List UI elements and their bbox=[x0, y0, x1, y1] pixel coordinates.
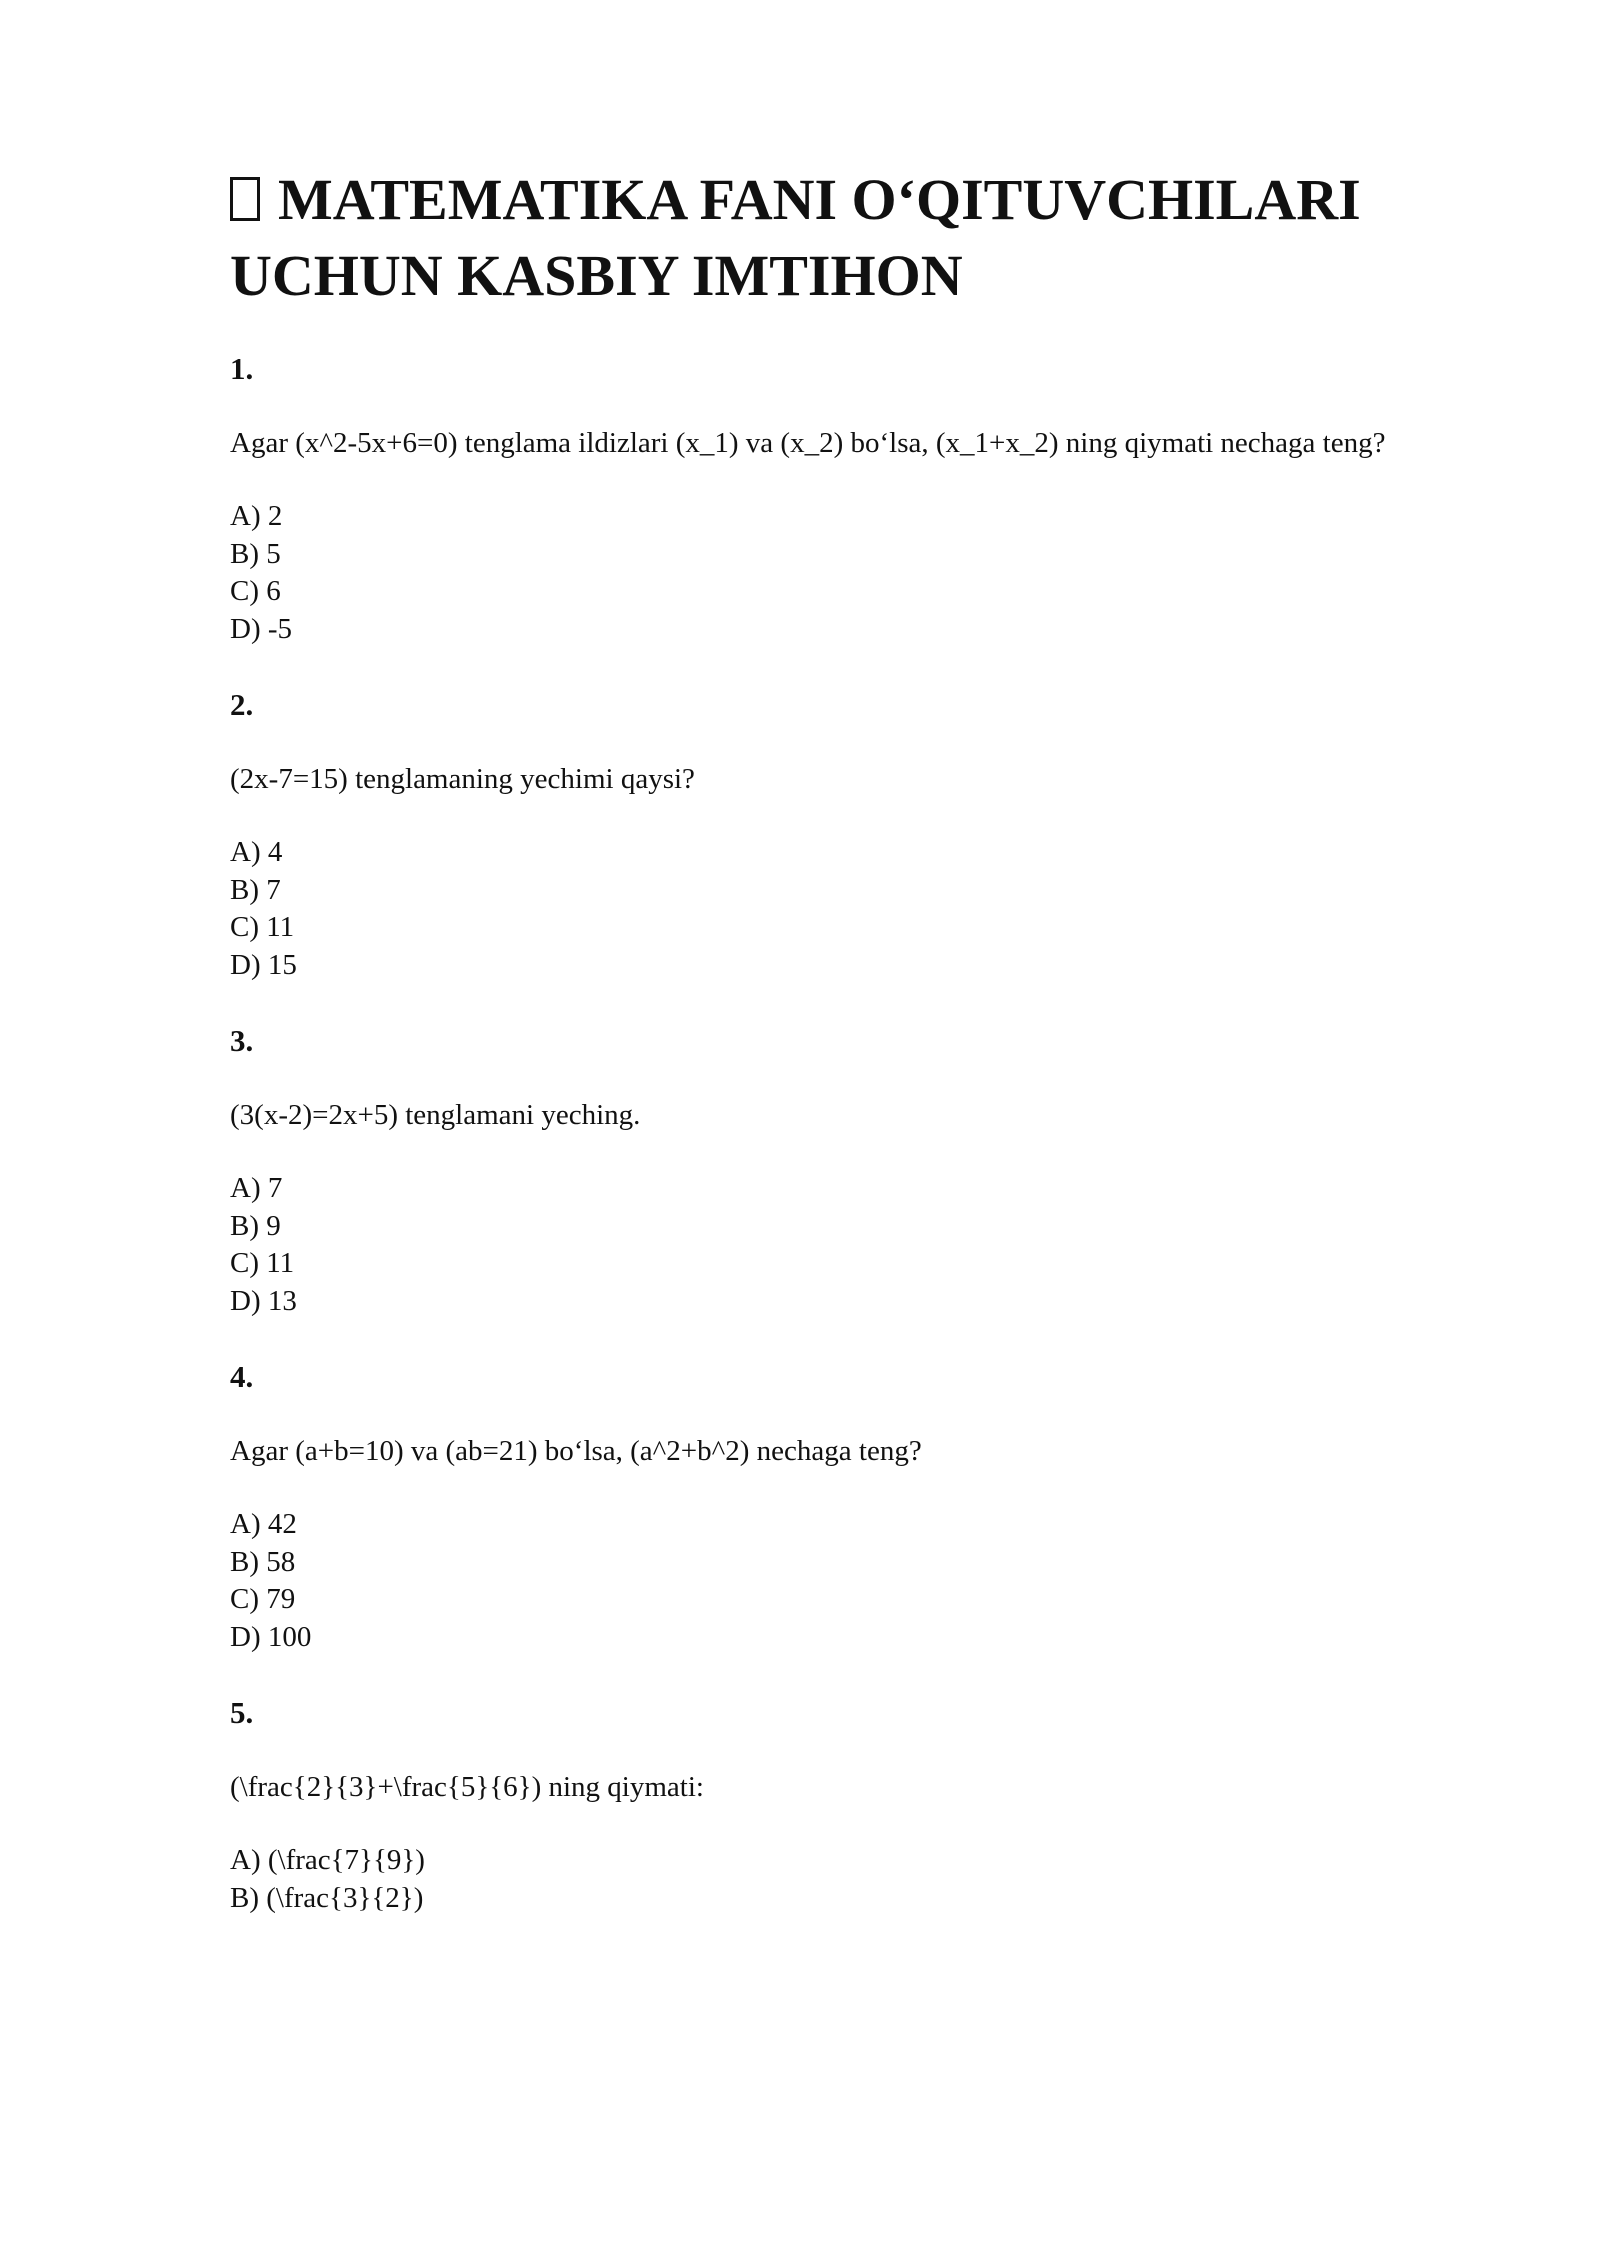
answer-option-a: A) 2 bbox=[230, 500, 283, 532]
page-title bbox=[230, 162, 1460, 314]
answer-option-c: C) 6 bbox=[230, 575, 281, 607]
document-page bbox=[230, 162, 1460, 1955]
question-number: 2. bbox=[230, 687, 254, 722]
question-5 bbox=[230, 1694, 1460, 1917]
answer-option-d: D) 100 bbox=[230, 1620, 312, 1653]
answer-option-c: C) 11 bbox=[230, 1247, 295, 1279]
answer-option-d: D) 15 bbox=[230, 948, 297, 981]
question-1 bbox=[230, 350, 1460, 648]
answer-options bbox=[230, 1170, 1460, 1320]
answer-option-a: A) 7 bbox=[230, 1172, 283, 1204]
answer-option-b: B) 58 bbox=[230, 1545, 296, 1578]
answer-option-c: C) 11 bbox=[230, 911, 295, 943]
answer-options bbox=[230, 498, 1460, 648]
question-4 bbox=[230, 1358, 1460, 1656]
question-number: 4. bbox=[230, 1359, 254, 1394]
question-number: 3. bbox=[230, 1023, 254, 1058]
question-2 bbox=[230, 686, 1460, 984]
page-title-text: MATEMATIKA FANI O‘QITUVCHILARI UCHUN KASBIY IMTIHON bbox=[230, 167, 1361, 308]
question-number: 5. bbox=[230, 1695, 254, 1730]
answer-options bbox=[230, 1842, 1460, 1917]
question-text: (\frac{2}{3}+\frac{5}{6}) ning qiymati: bbox=[230, 1771, 704, 1803]
answer-option-b: B) 7 bbox=[230, 873, 281, 906]
answer-option-d: D) -5 bbox=[230, 612, 293, 645]
answer-options bbox=[230, 834, 1460, 984]
answer-option-b: B) (\frac{3}{2}) bbox=[230, 1881, 424, 1914]
answer-option-c: C) 79 bbox=[230, 1583, 296, 1615]
question-text: (2x-7=15) tenglamaning yechimi qaysi? bbox=[230, 763, 695, 795]
question-number: 1. bbox=[230, 351, 254, 386]
question-text: Agar (x^2-5x+6=0) tenglama ildizlari (x_1) va (x_2) bo‘lsa, (x_1+x_2) ning qiymati nechaga teng? bbox=[230, 427, 1386, 459]
question-3 bbox=[230, 1022, 1460, 1320]
question-text: Agar (a+b=10) va (ab=21) bo‘lsa, (a^2+b^2) nechaga teng? bbox=[230, 1435, 922, 1467]
question-text: (3(x-2)=2x+5) tenglamani yeching. bbox=[230, 1099, 641, 1131]
answer-option-b: B) 9 bbox=[230, 1209, 281, 1242]
answer-option-b: B) 5 bbox=[230, 537, 281, 570]
answer-option-d: D) 13 bbox=[230, 1284, 297, 1317]
missing-glyph-box-icon bbox=[230, 177, 260, 221]
answer-option-a: A) (\frac{7}{9}) bbox=[230, 1844, 425, 1876]
answer-option-a: A) 4 bbox=[230, 836, 283, 868]
answer-options bbox=[230, 1506, 1460, 1656]
answer-option-a: A) 42 bbox=[230, 1508, 297, 1540]
